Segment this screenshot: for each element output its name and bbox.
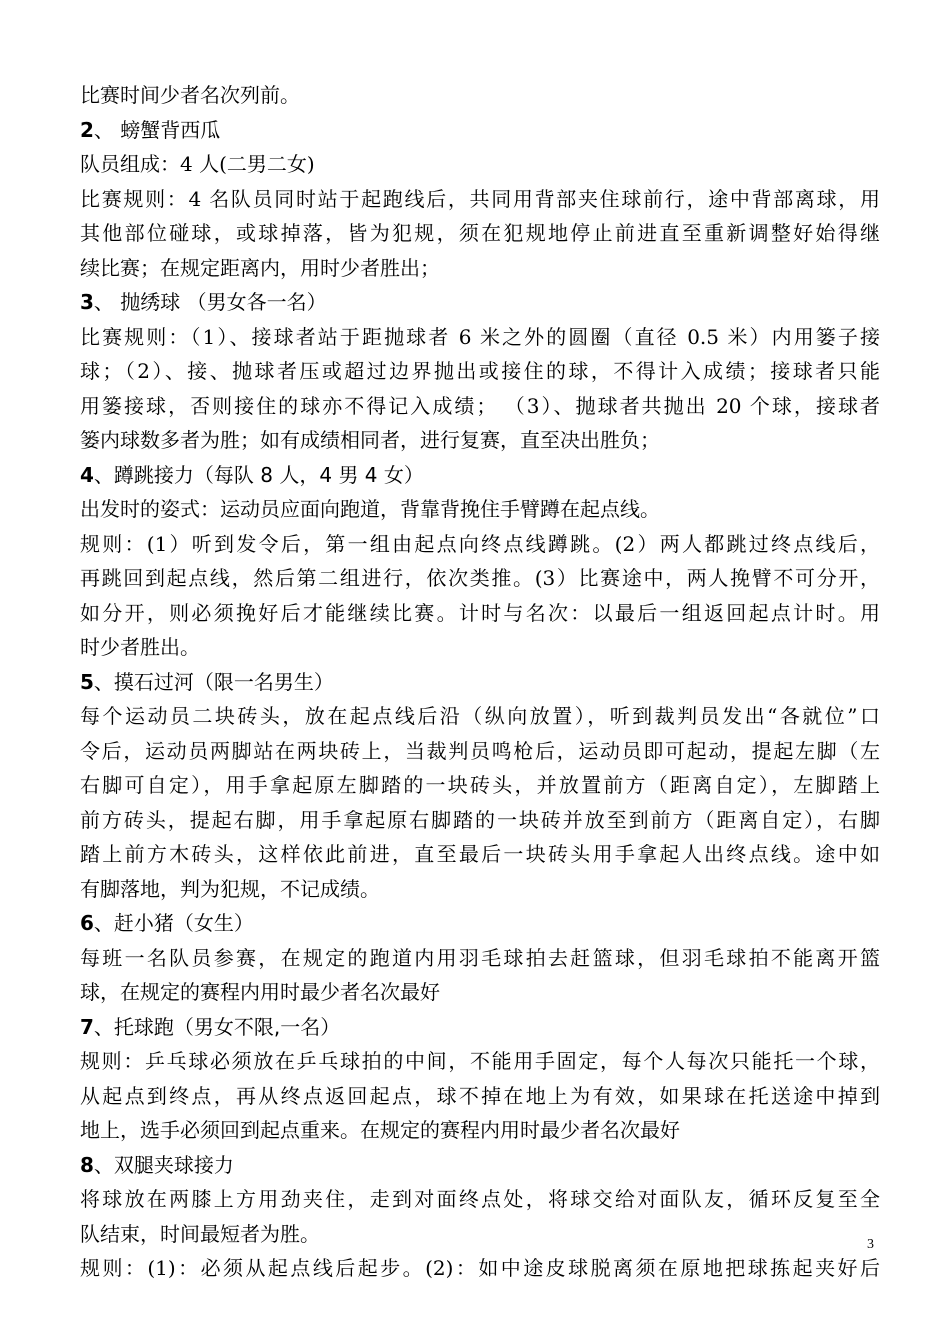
line-text: 踏上前方木砖头，这样依此前进，直至最后一块砖头用手拿起人出终点线。途中如 bbox=[80, 842, 880, 866]
line-text: 、 螃蟹背西瓜 bbox=[93, 117, 221, 142]
section-number: 3 bbox=[80, 290, 94, 314]
section-heading bbox=[80, 1148, 880, 1183]
line-text: 从起点到终点，再从终点返回起点，球不掉在地上为有效，如果球在托送途中掉到 bbox=[80, 1083, 880, 1108]
text-line bbox=[80, 1217, 880, 1252]
text-line bbox=[80, 1251, 880, 1286]
text-line bbox=[80, 975, 880, 1010]
line-text: 地上，选手必须回到起点重来。在规定的赛程内用时最少者名次最好 bbox=[80, 1118, 680, 1142]
text-line bbox=[80, 320, 880, 355]
text-line bbox=[80, 492, 880, 527]
line-text: 将球放在两膝上方用劲夹住，走到对面终点处，将球交给对面队友，循环反复至全 bbox=[80, 1187, 880, 1211]
section-heading bbox=[80, 1010, 880, 1045]
text-line bbox=[80, 768, 880, 803]
section-heading bbox=[80, 113, 880, 148]
text-line bbox=[80, 354, 880, 389]
line-text: 令后，运动员两脚站在两块砖上，当裁判员鸣枪后，运动员即可起动，提起左脚（左 bbox=[80, 738, 880, 763]
text-line bbox=[80, 872, 880, 907]
line-text: 时少者胜出。 bbox=[80, 635, 200, 659]
text-line bbox=[80, 527, 880, 562]
line-text: 规则：乒乓球必须放在乒乓球拍的中间，不能用手固定，每个人每次只能托一个球， bbox=[80, 1049, 880, 1073]
text-line bbox=[80, 216, 880, 251]
line-text: 再跳回到起点线，然后第二组进行，依次类推。(3）比赛途中，两人挽臂不可分开， bbox=[80, 566, 880, 590]
section-heading bbox=[80, 285, 880, 320]
text-line bbox=[80, 596, 880, 631]
section-heading bbox=[80, 458, 880, 493]
line-text: 、托球跑（男女不限,一名） bbox=[93, 1014, 341, 1039]
line-text: 、蹲跳接力（每队 8 人，4 男 4 女） bbox=[93, 462, 424, 487]
text-line bbox=[80, 251, 880, 286]
page-body bbox=[80, 78, 880, 1286]
line-text: 续比赛；在规定距离内，用时少者胜出； bbox=[80, 255, 440, 280]
section-number: 8 bbox=[80, 1152, 94, 1177]
text-line bbox=[80, 1079, 880, 1114]
text-line bbox=[80, 630, 880, 665]
line-text: 规则：(1）听到发令后，第一组由起点向终点线蹲跳。(2）两人都跳过终点线后， bbox=[80, 531, 880, 556]
line-text: 比赛时间少者名次列前。 bbox=[80, 83, 300, 107]
section-number: 6 bbox=[80, 911, 94, 935]
text-line bbox=[80, 423, 880, 458]
line-text: 前方砖头，提起右脚，用手拿起原右脚踏的一块砖并放至到前方（距离自定），右脚 bbox=[80, 807, 880, 832]
text-line bbox=[80, 78, 880, 113]
line-text: 球；（2）、接、抛球者压或超过边界抛出或接住的球，不得计入成绩；接球者只能 bbox=[80, 359, 880, 383]
line-text: 、赶小猪（女生） bbox=[93, 911, 254, 935]
line-text: 规则：(1)：必须从起点线后起步。(2)：如中途皮球脱离须在原地把球拣起夹好后 bbox=[80, 1256, 880, 1280]
line-text: 如分开，则必须挽好后才能继续比赛。计时与名次：以最后一组返回起点计时。用 bbox=[80, 600, 880, 625]
line-text: 其他部位碰球，或球掉落，皆为犯规，须在犯规地停止前进直至重新调整好始得继 bbox=[80, 221, 880, 245]
text-line bbox=[80, 837, 880, 872]
line-text: 队结束，时间最短者为胜。 bbox=[80, 1221, 320, 1246]
text-line bbox=[80, 699, 880, 734]
text-line bbox=[80, 147, 880, 182]
text-line bbox=[80, 803, 880, 838]
line-text: 出发时的姿式：运动员应面向跑道，背靠背挽住手臂蹲在起点线。 bbox=[80, 497, 660, 521]
line-text: 比赛规则：4 名队员同时站于起跑线后，共同用背部夹住球前行，途中背部离球，用 bbox=[80, 186, 880, 211]
section-number: 2 bbox=[80, 117, 94, 142]
text-line bbox=[80, 1044, 880, 1079]
line-text: 、 抛绣球 （男女各一名） bbox=[93, 290, 327, 314]
text-line bbox=[80, 734, 880, 769]
line-text: 篓内球数多者为胜；如有成绩相同者，进行复赛，直至决出胜负； bbox=[80, 428, 660, 452]
text-line bbox=[80, 1113, 880, 1148]
text-line bbox=[80, 389, 880, 424]
section-heading bbox=[80, 665, 880, 700]
line-text: 有脚落地，判为犯规，不记成绩。 bbox=[80, 876, 380, 901]
line-text: 右脚可自定），用手拿起原左脚踏的一块砖头，并放置前方（距离自定），左脚踏上 bbox=[80, 773, 880, 797]
line-text: 用篓接球，否则接住的球亦不得记入成绩； （3）、抛球者共抛出 20 个球，接球者 bbox=[80, 393, 880, 418]
page-number: 3 bbox=[867, 1237, 874, 1252]
text-line bbox=[80, 941, 880, 976]
text-line bbox=[80, 1182, 880, 1217]
section-number: 7 bbox=[80, 1014, 94, 1039]
section-number: 5 bbox=[80, 669, 94, 694]
line-text: 、摸石过河（限一名男生） bbox=[93, 669, 334, 694]
line-text: 球，在规定的赛程内用时最少者名次最好 bbox=[80, 980, 440, 1004]
section-heading bbox=[80, 906, 880, 941]
line-text: 每班一名队员参赛，在规定的跑道内用羽毛球拍去赶篮球，但羽毛球拍不能离开篮 bbox=[80, 945, 880, 970]
line-text: 比赛规则：（1）、接球者站于距抛球者 6 米之外的圆圈（直径 0.5 米）内用篓子接 bbox=[80, 324, 880, 349]
line-text: 每个运动员二块砖头，放在起点线后沿（纵向放置），听到裁判员发出“各就位”口 bbox=[80, 704, 880, 728]
line-text: 队员组成：4 人(二男二女) bbox=[80, 152, 315, 176]
line-text: 、双腿夹球接力 bbox=[93, 1152, 234, 1177]
text-line bbox=[80, 561, 880, 596]
section-number: 4 bbox=[80, 462, 94, 487]
text-line bbox=[80, 182, 880, 217]
